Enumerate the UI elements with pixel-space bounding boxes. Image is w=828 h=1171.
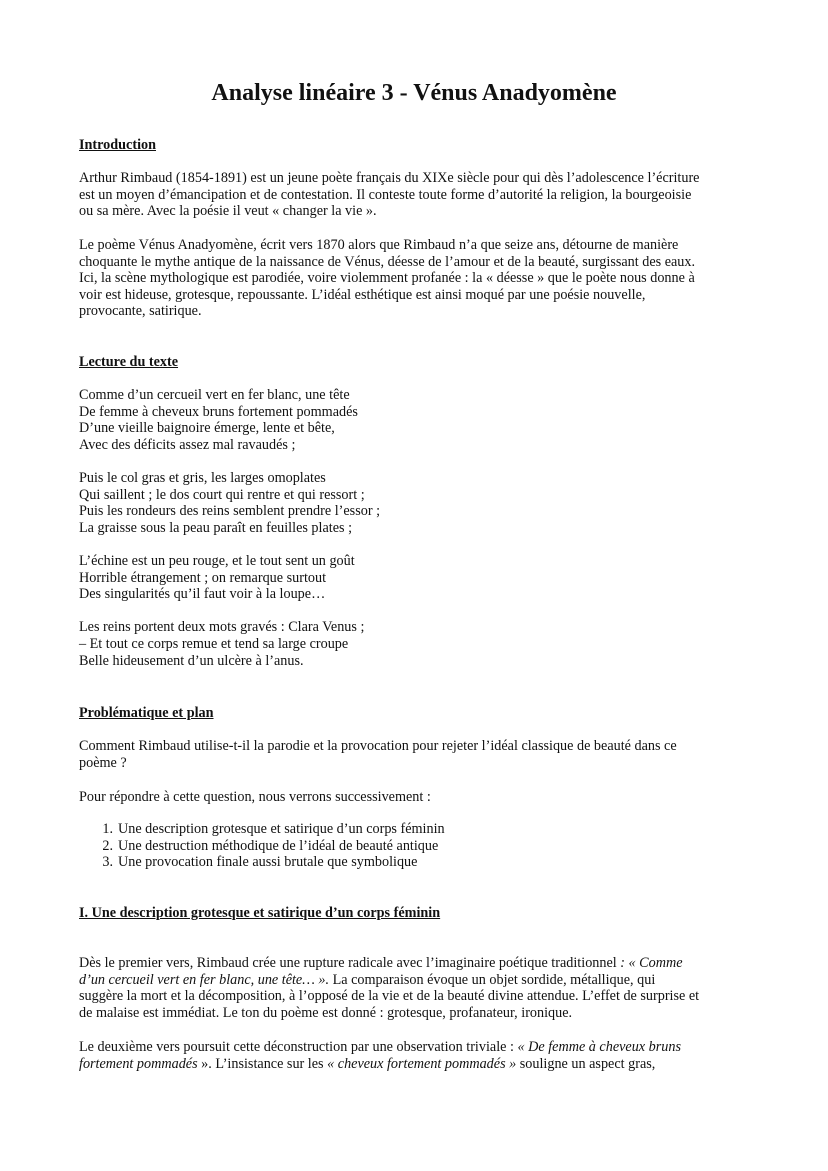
text-line: Comment Rimbaud utilise-t-il la parodie et la provocation pour rejeter l’idéal classique de beauté dans ce (79, 738, 677, 754)
partie1-paragraph-2 (79, 1039, 759, 1072)
poem-verse: – Et tout ce corps remue et tend sa large croupe (79, 635, 349, 652)
poem-verse: D’une vieille baignoire émerge, lente et bête, (79, 420, 335, 437)
poem-verse: Les reins portent deux mots gravés : Clara Venus ; (79, 619, 365, 636)
text-line: Le deuxième vers poursuit cette déconstruction par une observation triviale : « De femme à cheveux bruns (79, 1039, 681, 1055)
problematique-transition: Pour répondre à cette question, nous verrons successivement : (79, 789, 431, 805)
plan-item: 3. Une provocation finale aussi brutale que symbolique (102, 854, 418, 871)
text-line: Le poème Vénus Anadyomène, écrit vers 1870 alors que Rimbaud n’a que seize ans, détourne de manière (79, 237, 679, 253)
plan-item: 2. Une destruction méthodique de l’idéal de beauté antique (102, 837, 439, 854)
text-line: choquante le mythe antique de la naissance de Vénus, déesse de l’amour et de la beauté, surgissant des eaux. (79, 253, 696, 270)
poem-verse: Avec des déficits assez mal ravaudés ; (79, 436, 296, 453)
text-line: Dès le premier vers, Rimbaud crée une rupture radicale avec l’imaginaire poétique traditionnel : « Comme (79, 955, 683, 971)
poem-verse: De femme à cheveux bruns fortement pommadés (79, 403, 358, 420)
intro-paragraph-2 (79, 237, 759, 320)
poem-stanza-4 (79, 619, 380, 669)
text-line: Arthur Rimbaud (1854-1891) est un jeune poète français du XIXe siècle pour qui dès l’adolescence l’écriture (79, 170, 700, 186)
text-line: de malaise est immédiat. Le ton du poème est donné : grotesque, profanateur, ironique. (79, 1004, 573, 1021)
poem-verse: Horrible étrangement ; on remarque surtout (79, 569, 327, 586)
poem-verse: Qui saillent ; le dos court qui rentre et qui ressort ; (79, 486, 365, 503)
poem-verse: Des singularités qu’il faut voir à la loupe… (79, 586, 326, 603)
intro-paragraph-1 (79, 170, 759, 220)
poem-verse: Puis les rondeurs des reins semblent prendre l’essor ; (79, 503, 381, 520)
heading-introduction: Introduction (79, 137, 156, 153)
text-line: provocante, satirique. (79, 303, 202, 320)
text-line: voir est hideuse, grotesque, repoussante. L’idéal esthétique est ainsi moqué par une poésie nouvelle, (79, 286, 646, 303)
text-line: poème ? (79, 754, 127, 771)
partie1-paragraph-1 (79, 955, 759, 1021)
poem-verse: Comme d’un cercueil vert en fer blanc, une tête (79, 387, 350, 403)
poem-verse: L’échine est un peu rouge, et le tout sent un goût (79, 552, 355, 569)
poem-verse: Puis le col gras et gris, les larges omoplates (79, 469, 326, 486)
poem-verse: Belle hideusement d’un ulcère à l’anus. (79, 652, 304, 669)
problematique-question (79, 738, 759, 771)
text-line: Ici, la scène mythologique est parodiée, voire violemment profanée : la « déesse » que le poète nous donne à (79, 270, 695, 287)
poem-stanza-2 (79, 470, 380, 536)
heading-problematique: Problématique et plan (79, 705, 214, 721)
plan-list (94, 821, 445, 871)
page-title: Analyse linéaire 3 - Vénus Anadyomène (211, 80, 617, 106)
text-line: fortement pommadés ». L’insistance sur les « cheveux fortement pommadés » souligne un aspect gras, (79, 1055, 656, 1072)
text-line: d’un cercueil vert en fer blanc, une tête… ». La comparaison évoque un objet sordide, métallique, qui (79, 971, 656, 988)
poem-verse: La graisse sous la peau paraît en feuilles plates ; (79, 519, 353, 536)
text-line: est un moyen d’émancipation et de contestation. Il conteste toute forme d’autorité la religion, la bourgeoisie (79, 186, 692, 203)
text-line: suggère la mort et la décomposition, à l’opposé de la vie et de la beauté divine attendue. L’effet de surprise et (79, 988, 700, 1005)
plan-item: 1. Une description grotesque et satirique d’un corps féminin (102, 821, 445, 837)
heading-partie-1: I. Une description grotesque et satirique d’un corps féminin (79, 905, 441, 921)
heading-lecture: Lecture du texte (79, 354, 179, 370)
text-line: ou sa mère. Avec la poésie il veut « changer la vie ». (79, 203, 377, 220)
poem-text (79, 387, 380, 686)
poem-stanza-1 (79, 387, 380, 453)
poem-stanza-3 (79, 553, 380, 603)
